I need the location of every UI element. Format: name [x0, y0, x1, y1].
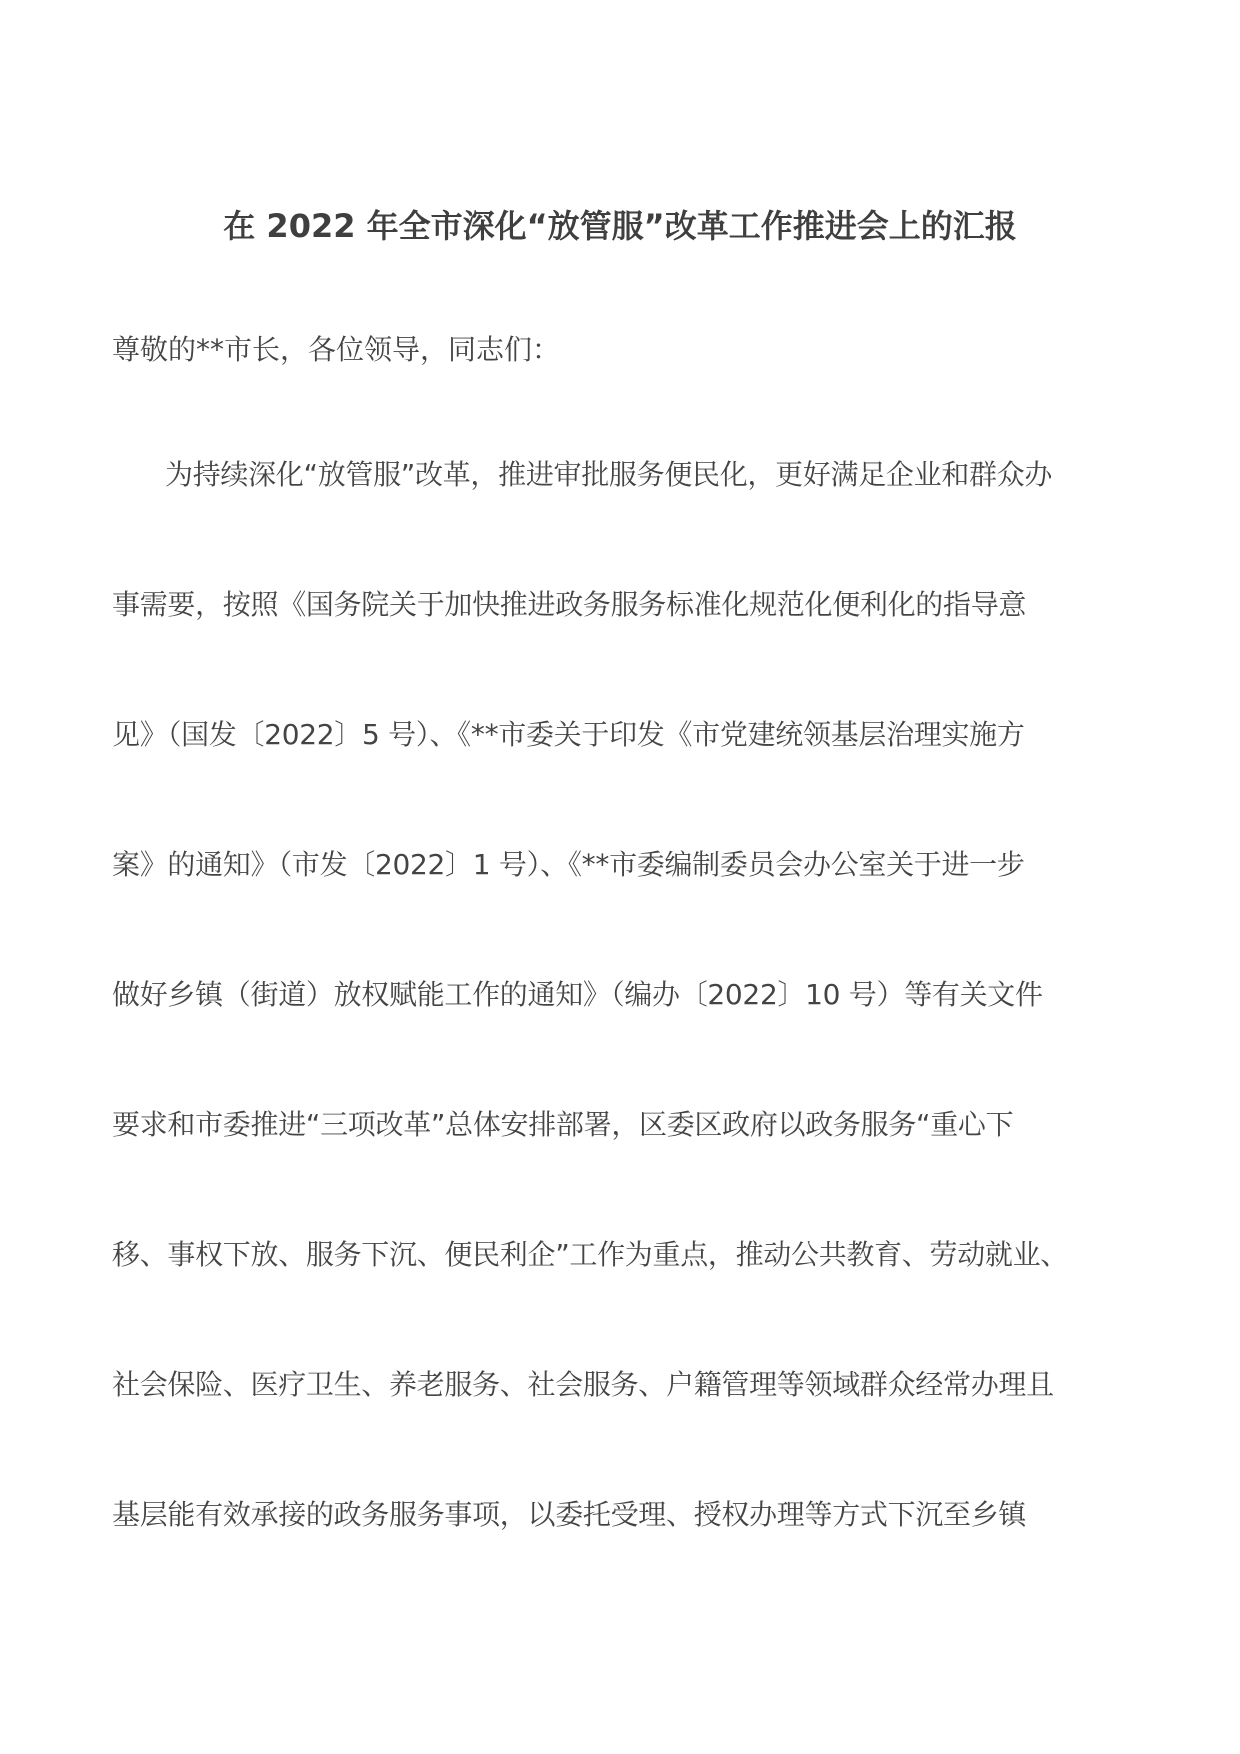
paragraph-line: 事需要，按照《国务院关于加快推进政务服务标准化规范化便利化的指导意 [112, 588, 1027, 621]
paragraph-line: 移、事权下放、服务下沉、便民利企”工作为重点，推动公共教育、劳动就业、 [112, 1238, 1069, 1271]
salutation: 尊敬的**市长，各位领导，同志们： [112, 333, 561, 366]
paragraph-line: 基层能有效承接的政务服务事项，以委托受理、授权办理等方式下沉至乡镇 [112, 1498, 1027, 1531]
paragraph-line: 做好乡镇（街道）放权赋能工作的通知》（编办〔2022〕10 号）等有关文件 [112, 978, 1043, 1011]
paragraph-line: 社会保险、医疗卫生、养老服务、社会服务、户籍管理等领域群众经常办理且 [112, 1368, 1054, 1401]
document-title: 在 2022 年全市深化“放管服”改革工作推进会上的汇报 [223, 207, 1017, 245]
paragraph-line: 案》的通知》（市发〔2022〕1 号）、《**市委编制委员会办公室关于进一步 [112, 848, 1025, 881]
paragraph-line: 为持续深化“放管服”改革，推进审批服务便民化，更好满足企业和群众办 [165, 458, 1053, 491]
paragraph-line: 要求和市委推进“三项改革”总体安排部署，区委区政府以政务服务“重心下 [112, 1108, 1014, 1141]
paragraph-line: 见》（国发〔2022〕5 号）、《**市委关于印发《市党建统领基层治理实施方 [112, 718, 1025, 751]
